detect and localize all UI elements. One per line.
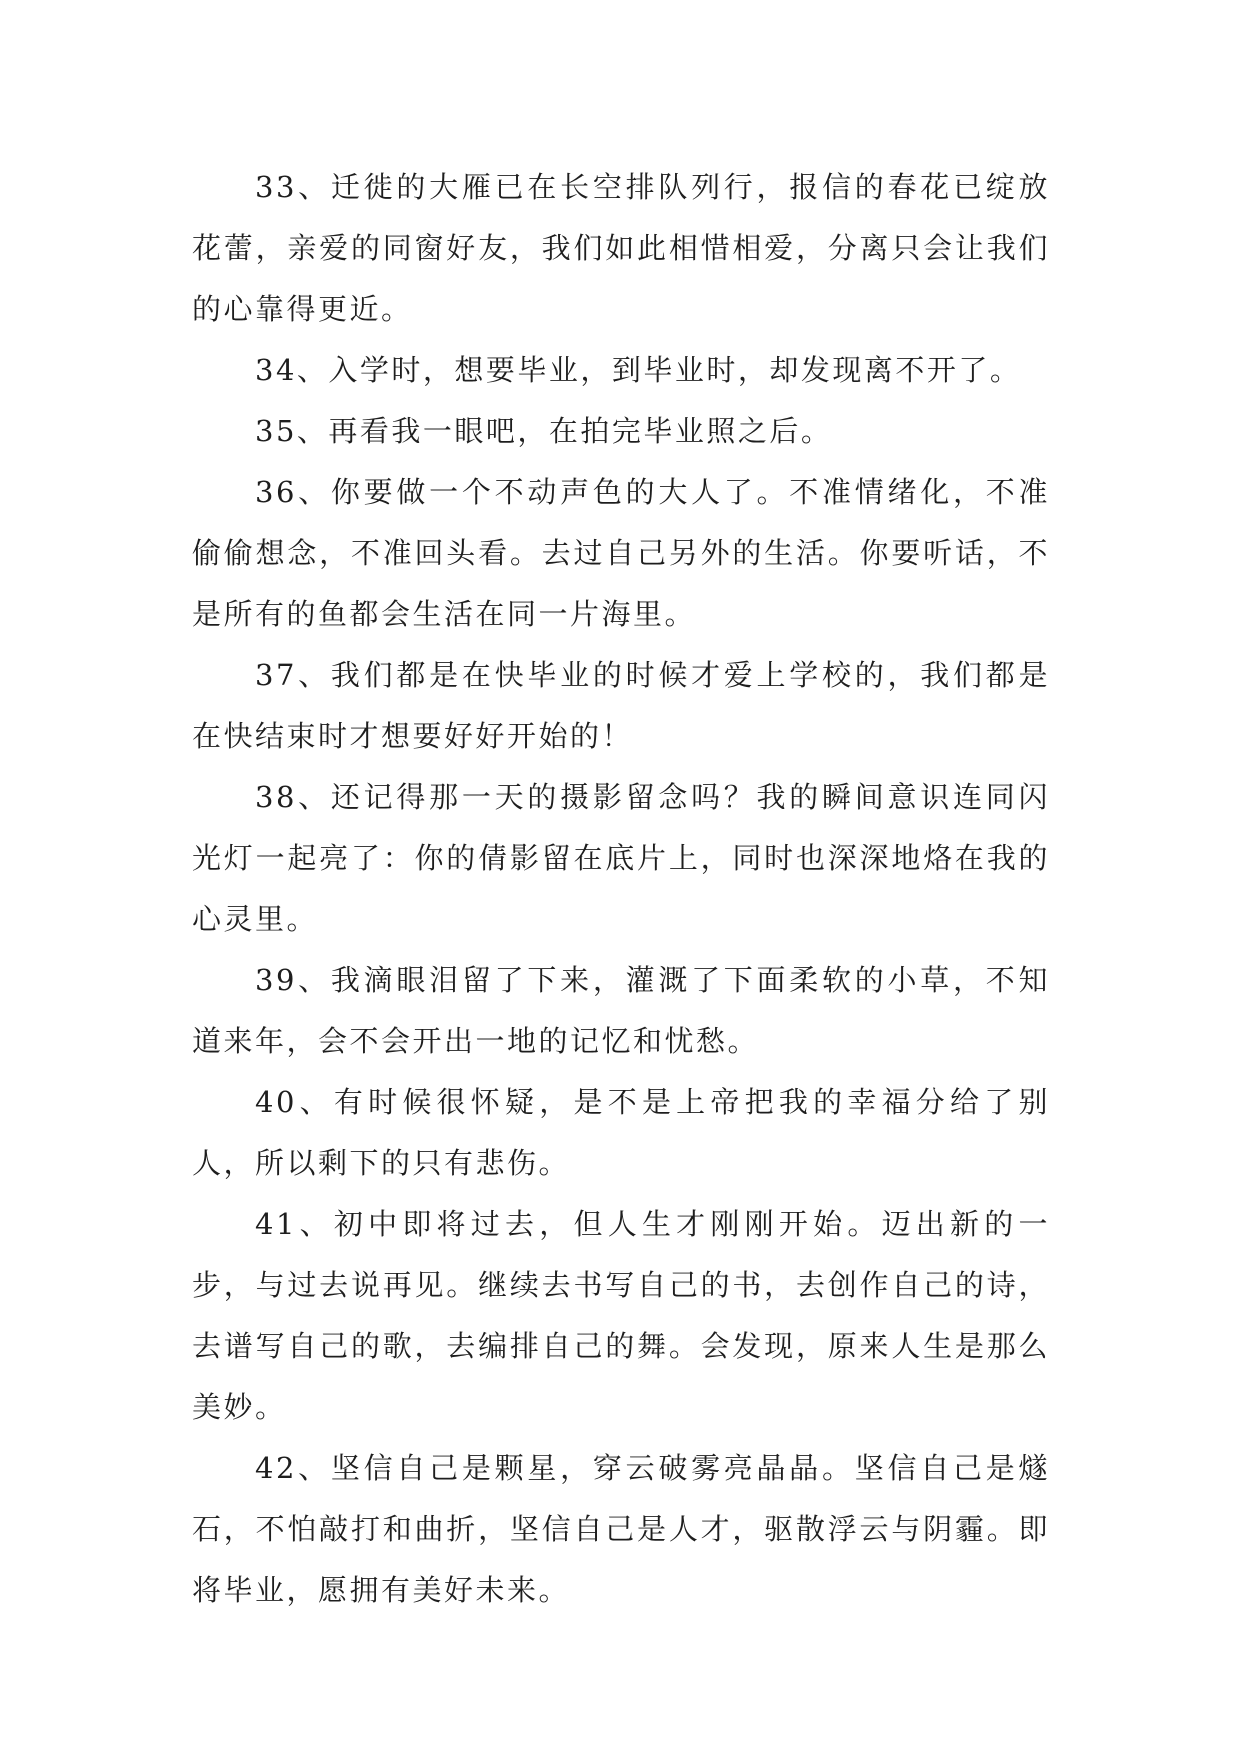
paragraph-35: 35、再看我一眼吧，在拍完毕业照之后。 <box>255 414 833 448</box>
paragraph-40: 40、有时候很怀疑，是不是上帝把我的幸福分给了别人，所以剩下的只有悲伤。 <box>192 1085 1050 1180</box>
paragraph-39: 39、我滴眼泪留了下来，灌溉了下面柔软的小草，不知道来年，会不会开出一地的记忆和忧愁。 <box>192 963 1050 1058</box>
paragraph-38: 38、还记得那一天的摄影留念吗？我的瞬间意识连同闪光灯一起亮了：你的倩影留在底片上，同时也深深地烙在我的心灵里。 <box>192 780 1050 936</box>
paragraph-37: 37、我们都是在快毕业的时候才爱上学校的，我们都是在快结束时才想要好好开始的！ <box>192 658 1050 753</box>
paragraph-42: 42、坚信自己是颗星，穿云破雾亮晶晶。坚信自己是燧石，不怕敲打和曲折，坚信自己是人才，驱散浮云与阴霾。即将毕业，愿拥有美好未来。 <box>192 1451 1050 1607</box>
paragraph-36: 36、你要做一个不动声色的大人了。不准情绪化，不准偷偷想念，不准回头看。去过自己另外的生活。你要听话，不是所有的鱼都会生活在同一片海里。 <box>192 475 1050 631</box>
paragraph-34: 34、入学时，想要毕业，到毕业时，却发现离不开了。 <box>255 353 1022 387</box>
document-body <box>192 157 1050 1621</box>
paragraph-41: 41、初中即将过去，但人生才刚刚开始。迈出新的一步，与过去说再见。继续去书写自己的书，去创作自己的诗，去谱写自己的歌，去编排自己的舞。会发现，原来人生是那么美妙。 <box>192 1207 1050 1424</box>
paragraph-33: 33、迁徙的大雁已在长空排队列行，报信的春花已绽放花蕾，亲爱的同窗好友，我们如此相惜相爱，分离只会让我们的心靠得更近。 <box>192 170 1050 326</box>
